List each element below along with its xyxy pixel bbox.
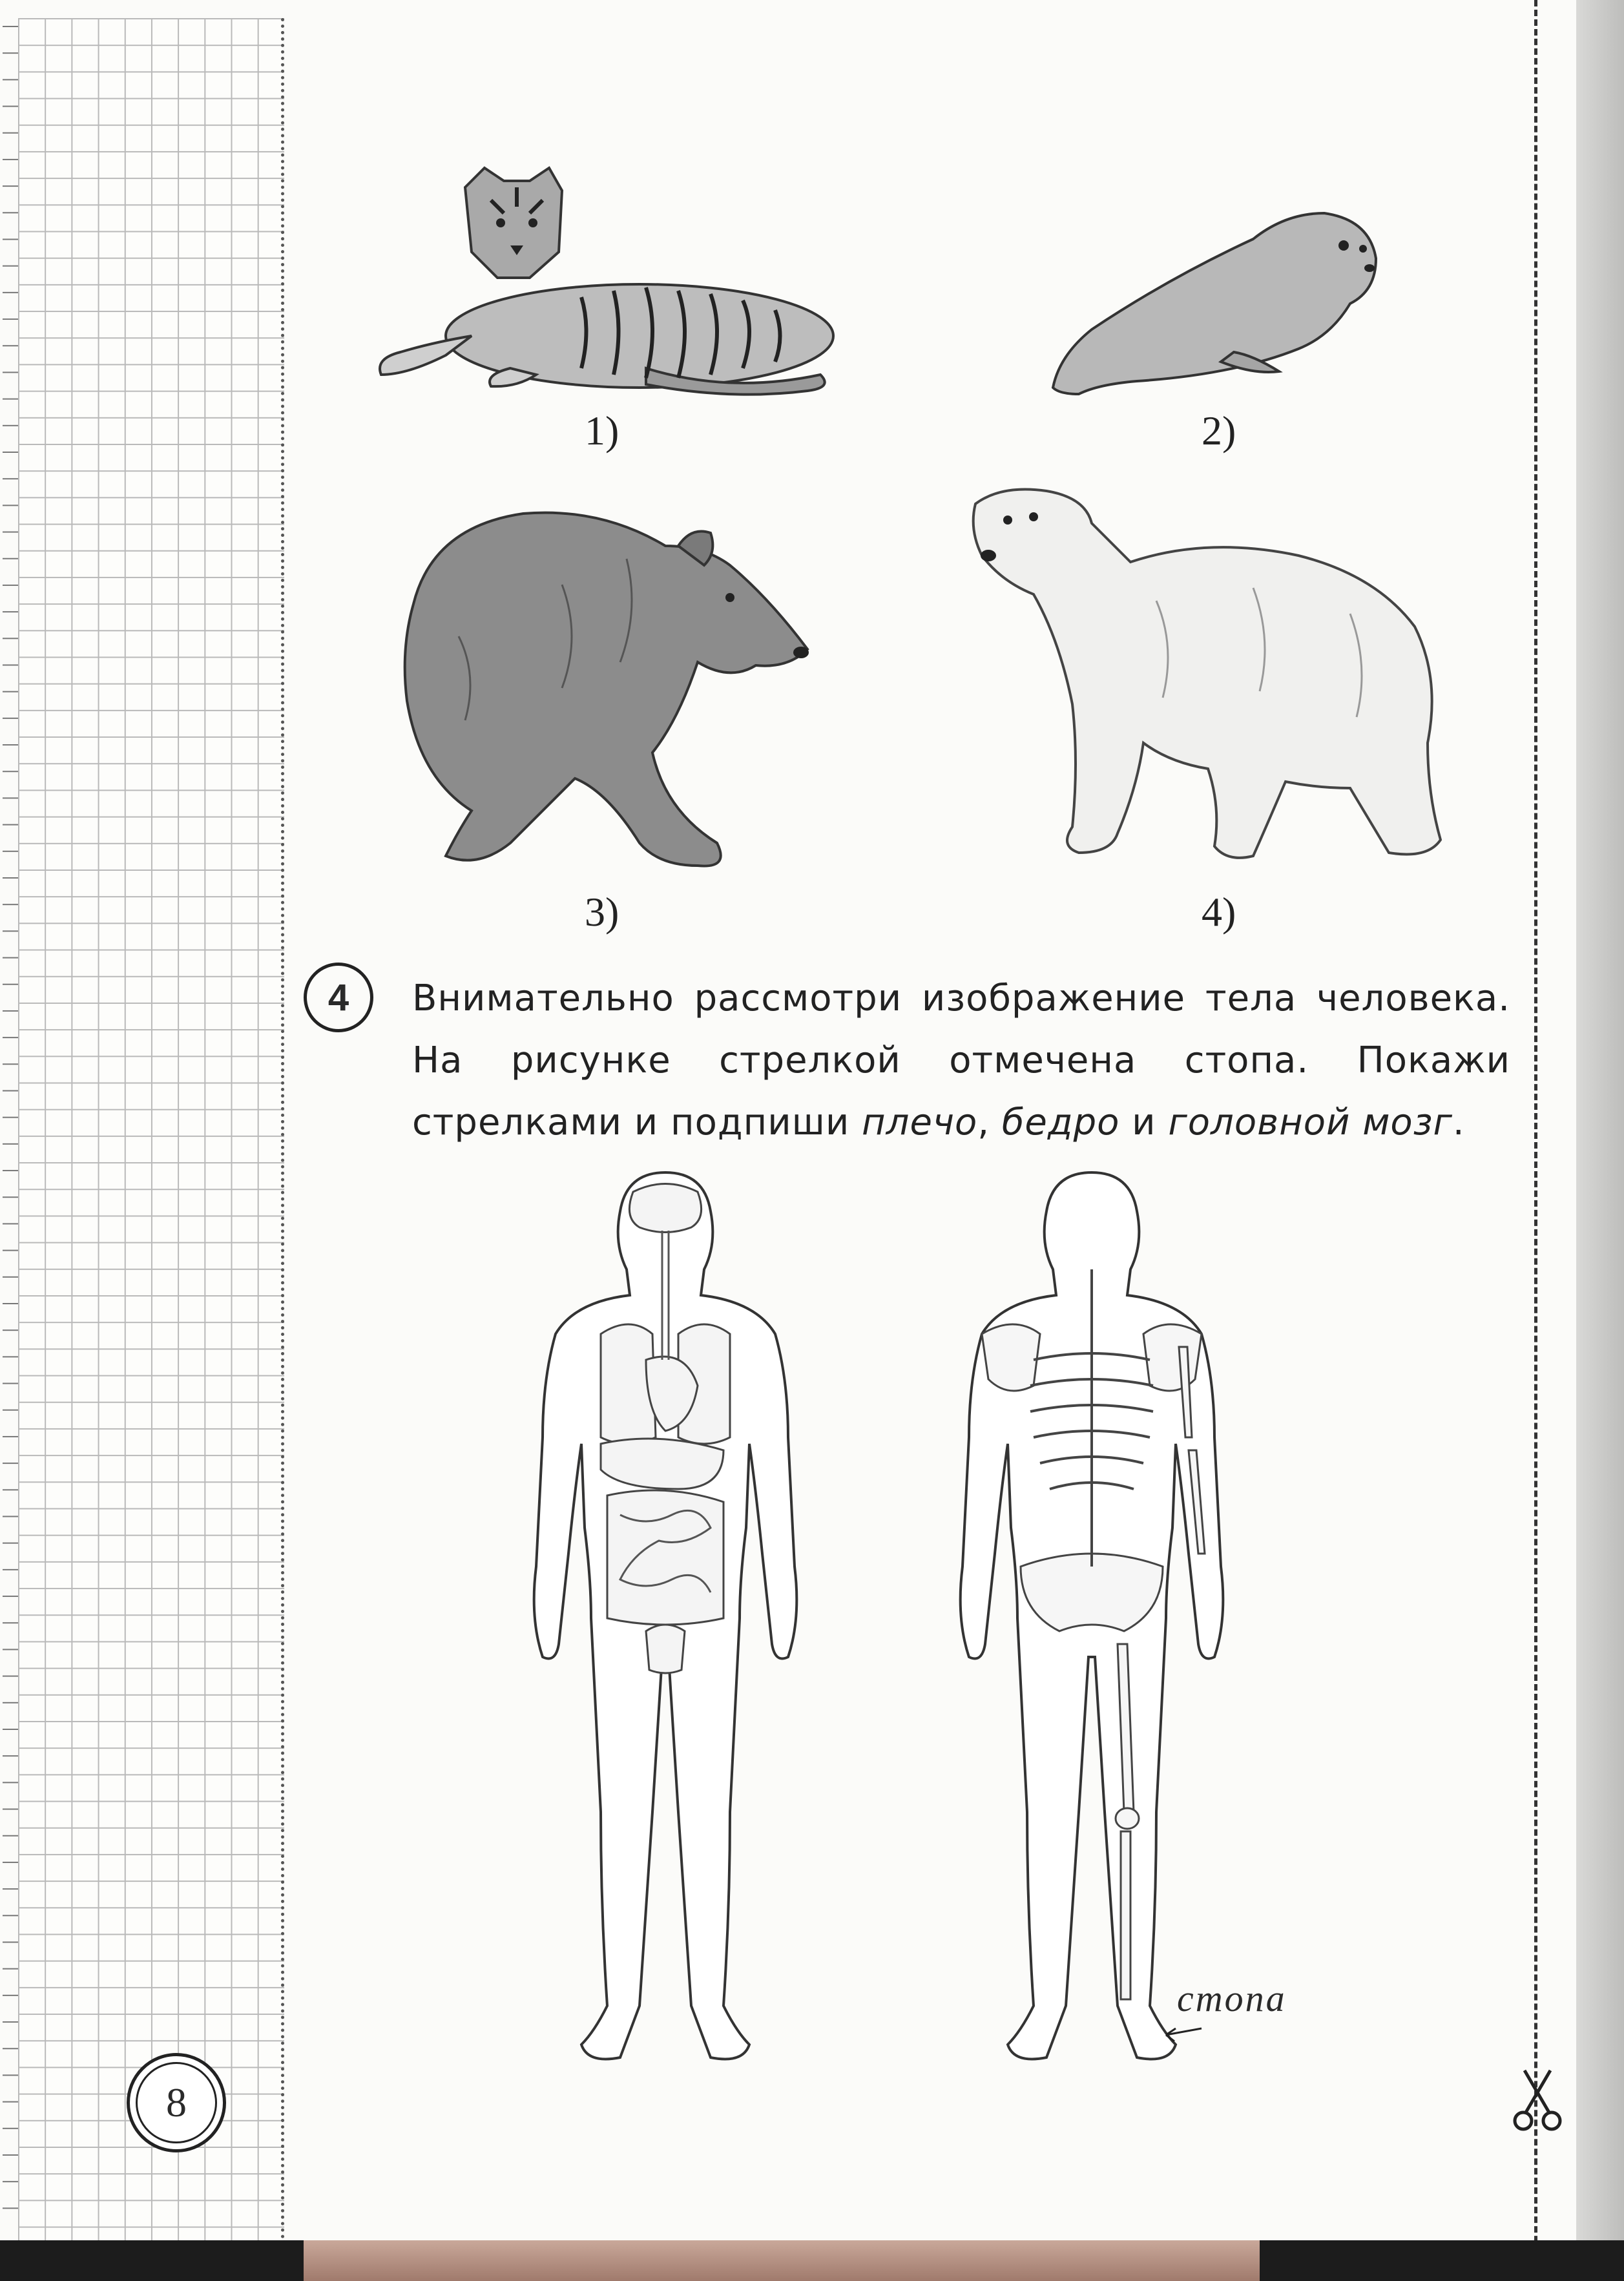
- figure-label-3: 3): [585, 889, 619, 935]
- term-shoulder: плечо: [862, 1101, 978, 1143]
- scissors-icon: [1512, 2064, 1563, 2135]
- human-skeleton-back: [943, 1166, 1240, 2083]
- seal-illustration: [1040, 200, 1382, 401]
- figure-label-2: 2): [1202, 408, 1236, 453]
- task-instruction: Внимательно рассмотри изображение тела человека. На рисунке стрелкой отмечена стопа. Покажи стрелками и подпиши: [412, 977, 1510, 1143]
- term-thigh: бедро: [1001, 1101, 1120, 1143]
- task-separator-2: и: [1119, 1101, 1169, 1143]
- tiger-illustration: [368, 161, 840, 401]
- page-edge: [1576, 0, 1624, 2281]
- polar-bear-illustration: [963, 484, 1453, 866]
- task-end: .: [1452, 1101, 1465, 1143]
- task-number: 4: [304, 963, 373, 1032]
- scan-bottom-edge: [0, 2240, 1624, 2281]
- page-number: 8: [136, 2062, 217, 2143]
- grid-margin: [18, 18, 284, 2260]
- task-text: [412, 968, 1510, 1154]
- term-brain: головной мозг: [1168, 1101, 1453, 1143]
- figure-label-1: 1): [585, 408, 619, 453]
- task-separator-1: ,: [977, 1101, 1002, 1143]
- human-anatomy-front: [517, 1166, 814, 2083]
- brown-bear-illustration: [394, 507, 814, 875]
- foot-label: стопа: [1177, 1977, 1287, 2019]
- figure-label-4: 4): [1202, 889, 1236, 935]
- margin-ticks: [3, 26, 18, 2222]
- page-number-badge: [127, 2053, 226, 2152]
- cut-line: [1534, 0, 1537, 2281]
- finger-shadow: [304, 2240, 1260, 2281]
